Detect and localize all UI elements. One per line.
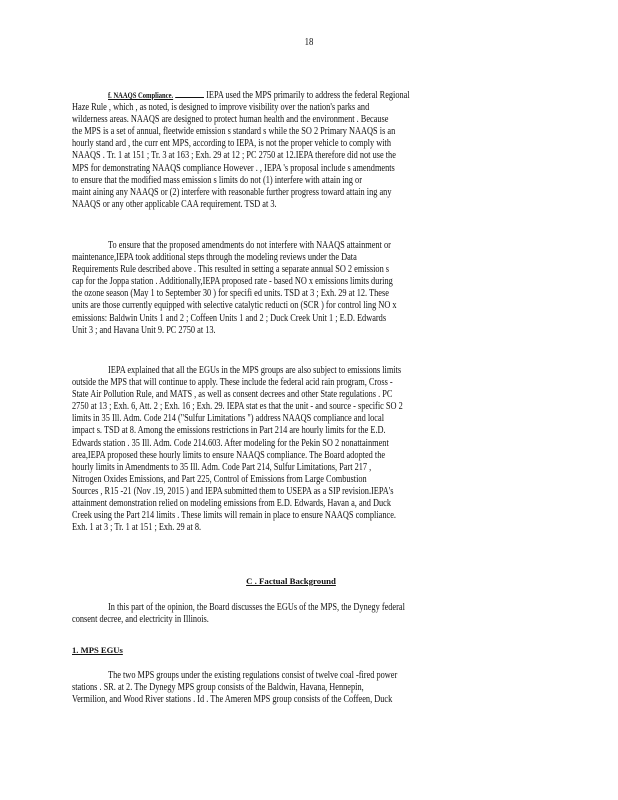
paragraph-first-line [72, 90, 546, 102]
text-line: emissions: Baldwin Units 1 and 2 ; Coffeen Units 1 and 2 ; Duck Creek Unit 1 ; E.D. Edwards [72, 312, 387, 324]
inline-heading-naaqs: f. NAAQS Compliance. [108, 91, 174, 100]
text-line: attainment demonstration relied on modeling emissions from E.D. Edwards, Havan a, and Duck [72, 498, 392, 510]
paragraph-mps-egus [72, 670, 546, 706]
text-line: Requirements Rule described above . This resulted in setting a separate annual SO 2 emission s [72, 264, 390, 276]
text-line: In this part of the opinion, the Board discusses the EGUs of the MPS, the Dynegy federal [108, 602, 405, 613]
text-line: 2750 at 13 ; Exh. 6, Att. 2 ; Exh. 16 ; Exh. 29. IEPA stat es that the unit - and source - specific SO 2 [72, 401, 403, 413]
text-line: area,IEPA proposed these hourly limits to ensure NAAQS compliance. The Board adopted the [72, 449, 386, 461]
text-line: outside the MPS that will continue to apply. These include the federal acid rain program, Cross - [72, 377, 393, 389]
subheading-mps-egus: 1. MPS EGUs [72, 645, 123, 655]
text-line: units are those currently equipped with selective catalytic reducti on (SCR ) for control ling NO x [72, 300, 397, 312]
text-line: stations . SR. at 2. The Dynegy MPS group consists of the Baldwin, Havana, Hennepin, [72, 682, 364, 694]
text-line: Edwards station . 35 Ill. Adm. Code 214.603. After modeling for the Pekin SO 2 nonattainment [72, 437, 389, 449]
text-line: NAAQS . Tr. 1 at 151 ; Tr. 3 at 163 ; Exh. 29 at 12 ; PC 2750 at 12.IEPA therefore did not use the [72, 150, 396, 162]
text-line: Vermilion, and Wood River stations . Id . The Ameren MPS group consists of the Coffeen, Duck [72, 694, 393, 706]
text-line: Unit 3 ; and Havana Unit 9. PC 2750 at 13. [72, 324, 216, 336]
paragraph-naaqs-compliance [72, 90, 546, 211]
text-line: State Air Pollution Rule, and MATS , as well as consent decrees and other State regulations . PC [72, 389, 393, 401]
paragraph-egu-limits [72, 365, 546, 534]
text-line: NAAQS or any other applicable CAA requirement. TSD at 3. [72, 198, 277, 210]
text-line: the MPS is a set of annual, fleetwide emission s standard s while the SO 2 Primary NAAQS is an [72, 126, 396, 138]
text-line: limits in 35 Ill. Adm. Code 214 ("Sulfur Limitations ") address NAAQS compliance and local [72, 413, 384, 425]
text-line: The two MPS groups under the existing regulations consist of twelve coal -fired power [108, 670, 398, 681]
text-line: Sources , R15 -21 (Nov .19, 2015 ) and IEPA submitted them to USEPA as a SIP revision.IEPA's [72, 485, 394, 497]
text-line: IEPA used the MPS primarily to address the federal Regional [206, 90, 410, 101]
text-line: maint aining any NAAQS or (2) interfere with reasonable further progress toward attain ing any [72, 186, 392, 198]
text-line: hourly limits in Amendments to 35 Ill. Adm. Code Part 214, Sulfur Limitations, Part 217 , [72, 461, 372, 473]
paragraph-factual-intro [72, 602, 546, 626]
page-number: 18 [304, 36, 314, 48]
text-line: impact s. TSD at 8. Among the emissions restrictions in Part 214 are hourly limits for the E.D. [72, 425, 386, 437]
heading-underline-rule [175, 97, 204, 98]
text-line: hourly stand ard , the curr ent MPS, according to IEPA, is not the proper vehicle to comply with [72, 138, 391, 150]
text-line: Haze Rule , which , as noted, is designed to improve visibility over the nation's parks and [72, 102, 370, 114]
text-line: Creek using the Part 214 limits . These limits will remain in place to ensure NAAQS compliance. [72, 510, 396, 522]
text-line: MPS for demonstrating NAAQS compliance However . , IEPA 's proposal include s amendments [72, 162, 395, 174]
text-line: consent decree, and electricity in Illinois. [72, 614, 209, 626]
text-line: cap for the Joppa station . Additionally,IEPA proposed rate - based NO x emissions limits during [72, 276, 393, 288]
text-line: the ozone season (May 1 to September 30 ) for specifi ed units. TSD at 3 ; Exh. 29 at 12. These [72, 288, 389, 300]
text-line: to ensure that the modified mass emission s limits do not (1) interfere with attain ing or [72, 174, 362, 186]
text-line: maintenance,IEPA took additional steps through the modeling reviews under the Data [72, 252, 357, 264]
section-heading-factual-background [0, 576, 618, 586]
text-line: Nitrogen Oxides Emissions, and Part 225, Control of Emissions from Large Combustion [72, 473, 367, 485]
text-line: Exh. 1 at 3 ; Tr. 1 at 151 ; Exh. 29 at 8. [72, 522, 202, 534]
text-line: To ensure that the proposed amendments do not interfere with NAAQS attainment or [108, 240, 391, 251]
section-heading-text: C . Factual Background [246, 576, 336, 586]
text-line: IEPA explained that all the EGUs in the MPS groups are also subject to emissions limits [108, 365, 402, 376]
paragraph-naaqs-amendments [72, 240, 546, 337]
text-line: wilderness areas. NAAQS are designed to protect human health and the environment . Because [72, 114, 389, 126]
